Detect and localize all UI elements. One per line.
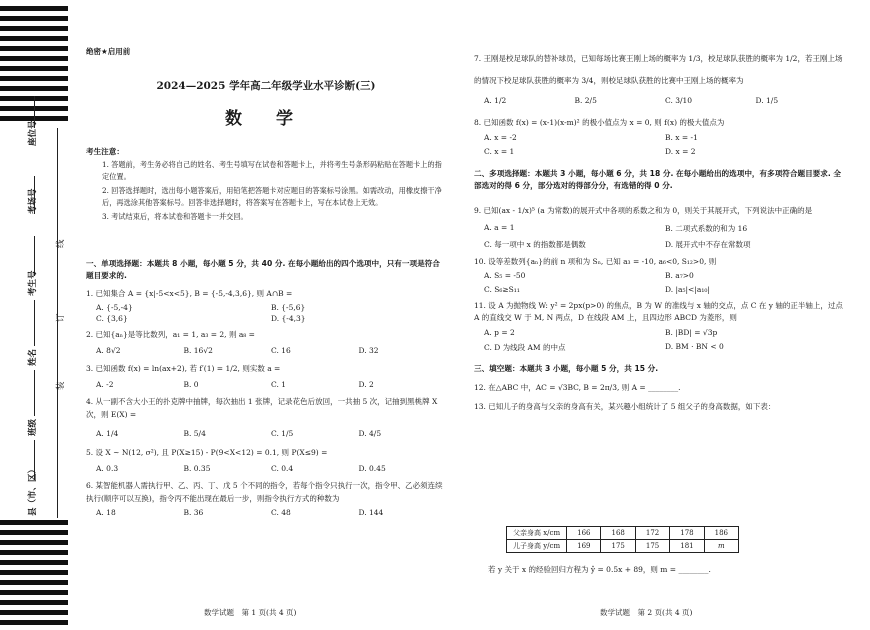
candidate-number-label: 考生号 bbox=[28, 270, 38, 296]
option: A. a = 1 bbox=[484, 223, 515, 232]
footer-right: 数学试题 第 2 页(共 4 页) bbox=[600, 608, 693, 617]
question-1-options bbox=[86, 303, 446, 323]
note-item: 2. 回答选择题时，选出每小题答案后，用铅笔把答题卡对应题目的答案标号涂黑。如需改动，用橡皮擦干净后，再选涂其他答案标号。回答非选择题时，将答案写在答题卡上，写在本试卷上无效。 bbox=[102, 186, 442, 207]
option: D. 1/5 bbox=[755, 96, 779, 105]
option: A. p = 2 bbox=[484, 328, 515, 337]
option: A. x = -2 bbox=[484, 133, 517, 142]
binding-stripe bbox=[0, 540, 68, 545]
question-2: 2. 已知{aₙ}是等比数列，a₁ = 1, a₃ = 2, 则 a₈ = bbox=[86, 330, 255, 339]
binding-stripe bbox=[0, 590, 68, 595]
option: D. 32 bbox=[358, 346, 379, 355]
binding-stripe bbox=[0, 26, 68, 31]
name-label: 姓名 bbox=[28, 348, 38, 366]
binding-stripe bbox=[0, 66, 68, 71]
option: B. 16√2 bbox=[183, 346, 213, 355]
question-6-options bbox=[86, 508, 446, 517]
question-5: 5. 设 X ~ N(12, σ²), 且 P(X≥15) - P(9<X<12) = 0.1, 则 P(X≤9) = bbox=[86, 448, 328, 457]
binding-stripe bbox=[0, 570, 68, 575]
option: C. 16 bbox=[271, 346, 291, 355]
option: B. 2/5 bbox=[574, 96, 597, 105]
table-cell: m bbox=[704, 540, 738, 553]
note-item: 1. 答题前，考生务必将自己的姓名、考生号填写在试卷和答题卡上，并将考生号条形码粘贴在答题卡上的指定位置。 bbox=[102, 160, 442, 181]
option: B. x = -1 bbox=[665, 133, 698, 142]
binding-stripe bbox=[0, 86, 68, 91]
height-table bbox=[506, 526, 739, 553]
option: C. 1 bbox=[271, 380, 287, 389]
option: C. {3,6} bbox=[96, 314, 128, 323]
section3-heading: 三、填空题：本题共 3 小题，每小题 5 分，共 15 分. bbox=[474, 364, 659, 373]
confidential-label: 绝密★启用前 bbox=[86, 47, 131, 56]
binding-stripe bbox=[0, 610, 68, 615]
option: B. {-5,6} bbox=[271, 303, 306, 312]
notes-block bbox=[86, 146, 446, 223]
question-10: 10. 设等差数列{aₙ}的前 n 项和为 Sₙ, 已知 a₃ = -10, a₆<0, S₁₂>0, 则 bbox=[474, 257, 717, 266]
footer-left: 数学试题 第 1 页(共 4 页) bbox=[204, 608, 297, 617]
table-cell: 儿子身高 y/cm bbox=[507, 540, 567, 553]
option: D. BM · BN < 0 bbox=[665, 342, 724, 351]
binding-stripe bbox=[0, 46, 68, 51]
question-6: 6. 某智能机器人需执行甲、乙、丙、丁、戊 5 个不同的指令，若每个指令只执行一次，指令甲、乙必须连续执行(顺序可以互换)，指令丙不能出现在最后一步，则指令执行方式的种数为 bbox=[86, 481, 443, 503]
binding-line bbox=[57, 128, 58, 518]
question-9-options bbox=[474, 223, 846, 250]
note-item: 3. 考试结束后，将本试卷和答题卡一并交回。 bbox=[102, 212, 248, 221]
line-mark: 线 bbox=[56, 239, 66, 248]
question-3-options bbox=[86, 380, 446, 389]
field-line bbox=[34, 300, 35, 346]
binding-stripe bbox=[0, 56, 68, 61]
option: A. 18 bbox=[96, 508, 116, 517]
table-cell: 168 bbox=[601, 527, 635, 540]
table-row bbox=[507, 527, 739, 540]
table-cell: 父亲身高 x/cm bbox=[507, 527, 567, 540]
binding-stripe bbox=[0, 600, 68, 605]
option: C. 3/10 bbox=[665, 96, 693, 105]
binding-strip bbox=[0, 0, 72, 630]
binding-stripe bbox=[0, 530, 68, 535]
option: A. 8√2 bbox=[96, 346, 121, 355]
table-cell: 186 bbox=[704, 527, 738, 540]
option: C. S₆≥S₁₁ bbox=[484, 285, 520, 294]
option: B. 二项式系数的和为 16 bbox=[665, 224, 748, 233]
seat-number-label: 座位号 bbox=[28, 120, 38, 146]
table-cell: 181 bbox=[670, 540, 704, 553]
option: D. 0.45 bbox=[358, 464, 386, 473]
question-13: 13. 已知儿子的身高与父亲的身高有关，某兴趣小组统计了 5 组父子的身高数据，如下表： bbox=[474, 402, 776, 411]
question-13-tail: 若 y 关于 x 的经验回归方程为 ŷ = 0.5x + 89，则 m = ________. bbox=[488, 565, 711, 574]
table-cell: 172 bbox=[635, 527, 669, 540]
question-8-options bbox=[474, 133, 846, 156]
option: C. 0.4 bbox=[271, 464, 294, 473]
exam-title: 2024—2025 学年高二年级学业水平诊断(三) bbox=[156, 80, 376, 92]
question-5-options bbox=[86, 464, 446, 473]
option: C. 1/5 bbox=[271, 429, 294, 438]
binding-stripe bbox=[0, 520, 68, 525]
exam-room-label: 考场号 bbox=[28, 188, 38, 214]
question-1: 1. 已知集合 A = {x|-5<x<5}, B = {-5,-4,3,6}, 则 A∩B = bbox=[86, 289, 293, 298]
order-mark: 订 bbox=[56, 313, 66, 322]
binding-stripe bbox=[0, 6, 68, 11]
question-7: 7. 王刚是校足球队的替补球员，已知每场比赛王刚上场的概率为 1/3，校足球队获胜的概率为 1/2，若王刚上场的情况下校足球队获胜的概率为 3/4，则校足球队获胜的比赛中王刚上场的概率为 bbox=[474, 54, 843, 85]
binding-stripe bbox=[0, 560, 68, 565]
option: B. |BD| = √3p bbox=[665, 328, 718, 337]
binding-stripe bbox=[0, 36, 68, 41]
binding-stripe bbox=[0, 580, 68, 585]
question-4: 4. 从一副不含大小王的扑克牌中抽牌，每次抽出 1 张牌，记录花色后放回，一共抽 5 次，记抽到黑桃牌 X 次，则 E(X) = bbox=[86, 397, 438, 419]
option: A. {-5,-4} bbox=[96, 303, 133, 312]
question-11: 11. 设 A 为抛物线 W: y² = 2px(p>0) 的焦点，B 为 W 的准线与 x 轴的交点，点 C 在 y 轴的正半轴上，过点 A 的直线交 W 于 M, N 两点，D 在线段 AM 上，且四边形 ABCD 为菱形，则 bbox=[474, 301, 843, 322]
question-11-options bbox=[474, 328, 846, 353]
section2-heading: 二、多项选择题：本题共 3 小题，每小题 6 分，共 18 分. 在每小题给出的选项中，有多项符合题目要求. 全部选对的得 6 分，部分选对的得部分分，有选错的得 0 分. bbox=[474, 169, 841, 190]
option: A. -2 bbox=[96, 380, 114, 389]
option: C. 每一项中 x 的指数都是偶数 bbox=[484, 240, 586, 249]
option: D. 展开式中不存在常数项 bbox=[665, 240, 751, 249]
question-12: 12. 在△ABC 中，AC = √3BC, B = 2π/3, 则 A = ________. bbox=[474, 383, 681, 392]
option: B. 0.35 bbox=[183, 464, 211, 473]
question-7-options bbox=[474, 96, 846, 105]
class-label: 班级 bbox=[28, 418, 38, 436]
subject-title: 数 学 bbox=[225, 109, 307, 129]
field-line bbox=[34, 370, 35, 416]
option: A. S₅ = -50 bbox=[484, 271, 526, 280]
option: D. |a₅|<|a₁₀| bbox=[665, 285, 710, 294]
table-row bbox=[507, 540, 739, 553]
binding-stripe bbox=[0, 76, 68, 81]
bind-mark: 装 bbox=[56, 381, 66, 390]
option: B. 5/4 bbox=[183, 429, 206, 438]
option: A. 1/4 bbox=[96, 429, 119, 438]
binding-stripe bbox=[0, 620, 68, 625]
question-4-options bbox=[86, 429, 446, 438]
option: B. 0 bbox=[183, 380, 199, 389]
option: D. 144 bbox=[358, 508, 384, 517]
notes-heading: 考生注意： bbox=[86, 147, 124, 156]
option: D. x = 2 bbox=[665, 147, 696, 156]
question-3: 3. 已知函数 f(x) = ln(ax+2), 若 f′(1) = 1/2, 则实数 a = bbox=[86, 364, 281, 373]
option: A. 1/2 bbox=[484, 96, 507, 105]
option: C. 48 bbox=[271, 508, 291, 517]
question-10-options bbox=[474, 271, 846, 294]
option: D. 2 bbox=[358, 380, 374, 389]
option: D. 4/5 bbox=[358, 429, 382, 438]
binding-stripe bbox=[0, 16, 68, 21]
option: B. a₇>0 bbox=[665, 271, 694, 280]
right-page bbox=[474, 48, 846, 412]
option: C. D 为线段 AM 的中点 bbox=[484, 343, 566, 352]
question-8: 8. 已知函数 f(x) = (x-1)(x-m)² 的极小值点为 x = 0, 则 f(x) 的极大值点为 bbox=[474, 118, 725, 127]
table-cell: 166 bbox=[567, 527, 601, 540]
option: D. {-4,3} bbox=[271, 314, 306, 323]
section1-heading: 一、单项选择题：本题共 8 小题，每小题 5 分，共 40 分. 在每小题给出的四个选项中，只有一项是符合题目要求的. bbox=[86, 259, 440, 280]
county-label: 县（市、区） bbox=[28, 464, 38, 516]
table-cell: 175 bbox=[635, 540, 669, 553]
option: B. 36 bbox=[183, 508, 204, 517]
question-2-options bbox=[86, 346, 446, 355]
option: A. 0.3 bbox=[96, 464, 119, 473]
table-cell: 175 bbox=[601, 540, 635, 553]
section1 bbox=[86, 258, 446, 517]
binding-stripe bbox=[0, 550, 68, 555]
option: C. x = 1 bbox=[484, 147, 515, 156]
question-9: 9. 已知(ax - 1/x)⁵ (a 为常数)的展开式中各项的系数之和为 0，则关于其展开式，下列说法中正确的是 bbox=[474, 206, 813, 215]
table-cell: 178 bbox=[670, 527, 704, 540]
table-cell: 169 bbox=[567, 540, 601, 553]
